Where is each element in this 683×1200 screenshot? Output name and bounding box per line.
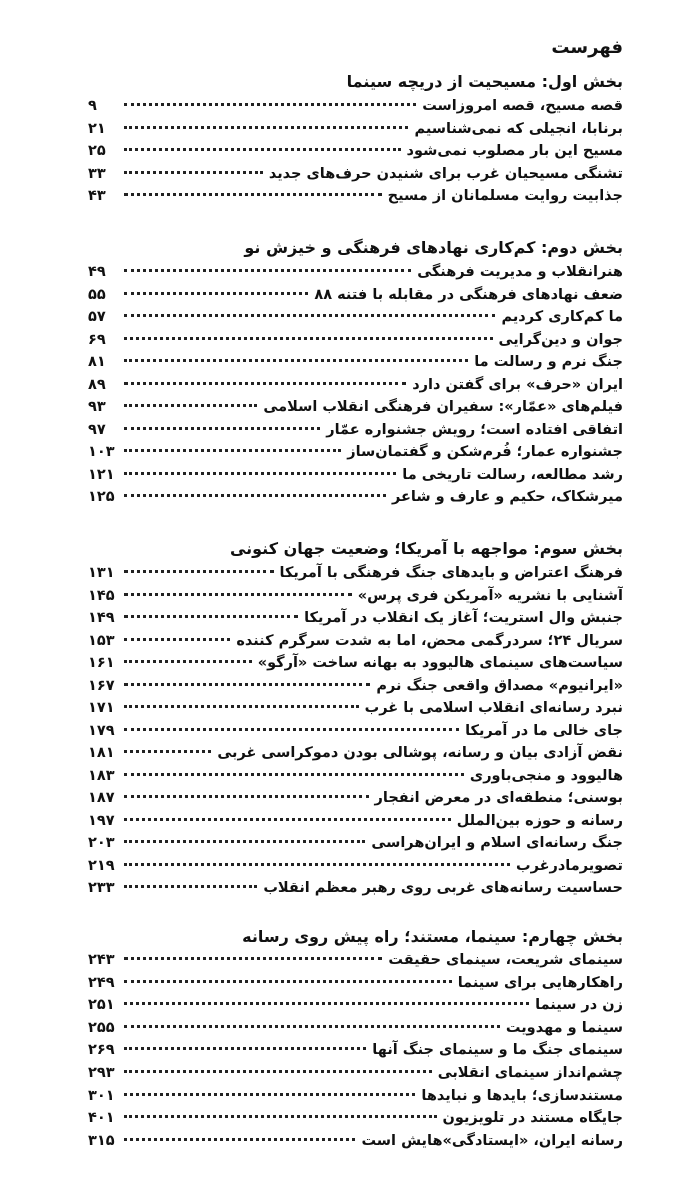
dot-leader: [124, 148, 401, 151]
toc-entry-title: جنگ رسانه‌ای اسلام و ایران‌هراسی: [371, 835, 623, 851]
toc-entry: [88, 306, 623, 329]
toc-entry-page: ۱۹۷: [88, 812, 115, 829]
toc-entry: [88, 464, 623, 487]
toc-entry-page: ۲۰۳: [88, 835, 115, 851]
toc-entry: [88, 994, 623, 1017]
toc-entry-page: ۱۲۱: [88, 466, 115, 483]
toc-entry-title: ایران «حرف» برای گفتن دارد: [412, 376, 623, 393]
toc-entry: [88, 284, 623, 307]
toc-entry-title: رشد مطالعه، رسالت تاریخی ما: [402, 466, 623, 483]
toc-entry: [88, 95, 623, 118]
toc-entry-title: جنبش وال استریت؛ آغاز یک انقلاب در آمریکا: [304, 610, 623, 626]
toc-entry-page: ۱۳۱: [88, 565, 115, 581]
toc-entry-page: ۵۵: [88, 286, 106, 303]
section-entries: [88, 949, 623, 1152]
toc-entry-title: سینمای جنگ ما و سینمای جنگ آنها: [372, 1042, 623, 1059]
dot-leader: [124, 382, 406, 385]
toc-entry-page: ۳۰۱: [88, 1087, 115, 1104]
dot-leader: [124, 818, 451, 821]
toc-entry-title: نقض آزادی بیان و رسانه، پوشالی بودن دموکراسی غربی: [217, 745, 623, 761]
dot-leader: [124, 1115, 437, 1118]
toc-entry-page: ۲۵: [88, 143, 106, 159]
toc-entry-page: ۱۴۹: [88, 610, 115, 626]
dot-leader: [124, 359, 468, 362]
toc-entry-page: ۱۸۳: [88, 767, 115, 784]
dot-leader: [124, 840, 365, 843]
dot-leader: [124, 193, 382, 196]
toc-entry: [88, 140, 623, 163]
toc-entry: [88, 486, 623, 509]
dot-leader: [124, 126, 408, 129]
toc-entry: [88, 1107, 623, 1130]
dot-leader: [124, 638, 230, 641]
dot-leader: [124, 593, 352, 596]
dot-leader: [124, 885, 257, 888]
toc-entry-page: ۱۸۷: [88, 790, 115, 806]
section-1: [88, 70, 623, 208]
toc-entry-title: قصه مسیح، قصه امروزاست: [422, 98, 623, 114]
toc-entry-page: ۲۱۹: [88, 857, 115, 874]
toc-entry: [88, 351, 623, 374]
dot-leader: [124, 957, 382, 960]
toc-entry: [88, 742, 623, 765]
toc-entry: [88, 787, 623, 810]
toc-entry-title: مسیح این بار مصلوب نمی‌شود: [406, 143, 623, 159]
toc-entry: [88, 1062, 623, 1085]
toc-entry: [88, 832, 623, 855]
toc-entry-page: ۱۵۳: [88, 632, 115, 649]
toc-entry: [88, 118, 623, 141]
toc-entry: [88, 562, 623, 585]
toc-entry-page: ۱۶۷: [88, 677, 115, 694]
dot-leader: [124, 615, 298, 618]
toc-entry-page: ۹: [88, 98, 97, 114]
toc-entry-title: «ایرانیوم» مصداق واقعی جنگ نرم: [376, 677, 623, 694]
toc-entry-title: فیلم‌های «عمّار»: سفیران فرهنگی انقلاب اسلامی: [263, 399, 623, 415]
dot-leader: [124, 427, 320, 430]
dot-leader: [124, 728, 459, 731]
toc-entry-title: اتفاقی افتاده است؛ رویش جشنواره عمّار: [326, 421, 623, 438]
toc-entry-title: تصویرمادرغرب: [516, 857, 623, 874]
toc-entry: [88, 441, 623, 464]
section-entries: [88, 261, 623, 509]
section-title: بخش دوم: کم‌کاری نهادهای فرهنگی و خیزش نو: [244, 238, 623, 257]
toc-entry-page: ۴۹: [88, 264, 106, 280]
toc-entry-page: ۲۴۹: [88, 974, 115, 991]
toc-entry: [88, 697, 623, 720]
dot-leader: [124, 750, 211, 753]
toc-entry-page: ۲۳۳: [88, 880, 115, 896]
toc-entry-title: برنابا، انجیلی که نمی‌شناسیم: [414, 120, 623, 137]
toc-entry-page: ۱۸۱: [88, 745, 115, 761]
dot-leader: [124, 314, 495, 317]
toc-entry-title: جای خالی ما در آمریکا: [465, 722, 623, 739]
dot-leader: [124, 773, 464, 776]
toc-entry-title: حساسیت رسانه‌های غربی روی رهبر معظم انقلاب: [263, 880, 623, 896]
toc-entry-title: رسانه و حوزه بین‌الملل: [456, 812, 623, 829]
toc-entry-title: جوان و دین‌گرایی: [498, 331, 623, 348]
section-title: بخش چهارم: سینما، مستند؛ راه پیش روی رسانه: [242, 927, 623, 946]
toc-entry-page: ۲۴۳: [88, 952, 115, 968]
dot-leader: [124, 404, 257, 407]
toc-entry-page: ۹۳: [88, 399, 106, 415]
toc-entry: [88, 1130, 623, 1153]
dot-leader: [124, 863, 510, 866]
toc-entry-page: ۸۹: [88, 376, 106, 393]
toc-entry-title: سریال ۲۴؛ سردرگمی محض، اما به شدت سرگرم کننده: [236, 632, 623, 649]
toc-entry-page: ۲۱: [88, 120, 106, 137]
toc-title: فهرست: [551, 37, 623, 58]
section-title: بخش سوم: مواجهه با آمریکا؛ وضعیت جهان کنونی: [229, 539, 623, 558]
dot-leader: [124, 660, 252, 663]
toc-entry-title: جشنواره عمار؛ فُرم‌شکن و گفتمان‌ساز: [347, 444, 623, 460]
dot-leader: [124, 795, 369, 798]
toc-entry-page: ۵۷: [88, 309, 106, 325]
toc-entry-title: سینما و مهدویت: [505, 1019, 623, 1036]
toc-entry-page: ۲۶۹: [88, 1042, 115, 1059]
toc-entry: [88, 261, 623, 284]
dot-leader: [124, 171, 263, 174]
toc-entry-page: ۱۴۵: [88, 587, 115, 604]
toc-entry: [88, 419, 623, 442]
toc-entry-title: جذابیت روایت مسلمانان از مسیح: [387, 188, 623, 204]
dot-leader: [124, 1047, 366, 1050]
toc-entry: [88, 810, 623, 833]
toc-entry: [88, 855, 623, 878]
dot-leader: [124, 269, 411, 272]
toc-entry-title: بوسنی؛ منطقه‌ای در معرض انفجار: [374, 790, 623, 806]
toc-entry: [88, 374, 623, 397]
toc-entry-page: ۳۱۵: [88, 1132, 115, 1149]
toc-entry-page: ۱۶۱: [88, 655, 115, 671]
toc-entry: [88, 652, 623, 675]
toc-entry-title: زن در سینما: [535, 997, 623, 1014]
toc-entry-page: ۸۱: [88, 354, 106, 370]
toc-entry-page: ۱۰۳: [88, 444, 115, 460]
dot-leader: [124, 103, 416, 106]
dot-leader: [124, 337, 493, 340]
toc-entry: [88, 675, 623, 698]
toc-entry-page: ۴۰۱: [88, 1110, 115, 1127]
toc-entry-title: سینمای شریعت، سینمای حقیقت: [388, 952, 623, 968]
toc-entry: [88, 1017, 623, 1040]
toc-entry-title: جایگاه مستند در تلویزیون: [442, 1110, 623, 1127]
dot-leader: [124, 292, 308, 295]
dot-leader: [124, 570, 274, 573]
toc-entry-title: ضعف نهادهای فرهنگی در مقابله با فتنه ۸۸: [314, 286, 623, 303]
toc-entry-title: مستندسازی؛ بایدها و نبایدها: [421, 1087, 623, 1104]
toc-entry-title: نبرد رسانه‌ای انقلاب اسلامی با غرب: [364, 700, 623, 716]
dot-leader: [124, 1025, 500, 1028]
toc-entry: [88, 396, 623, 419]
section-4: [88, 925, 623, 1152]
toc-entry-page: ۶۹: [88, 331, 106, 348]
section-entries: [88, 95, 623, 208]
toc-entry-page: ۲۹۳: [88, 1064, 115, 1081]
dot-leader: [124, 683, 370, 686]
toc-entry: [88, 585, 623, 608]
dot-leader: [124, 980, 452, 983]
toc-entry: [88, 1085, 623, 1108]
toc-entry-page: ۱۲۵: [88, 489, 115, 505]
toc-entry-title: فرهنگ اعتراض و بایدهای جنگ فرهنگی با آمریکا: [279, 565, 623, 581]
toc-entry: [88, 1039, 623, 1062]
toc-entry: [88, 163, 623, 186]
toc-entry-title: هالیوود و منجی‌باوری: [469, 767, 623, 784]
toc-entry-title: تشنگی مسیحیان غرب برای شنیدن حرف‌های جدید: [268, 165, 623, 182]
toc-entry: [88, 607, 623, 630]
toc-entry-title: جنگ نرم و رسالت ما: [474, 354, 623, 370]
toc-entry-title: رسانه ایران، «ایستادگی»هایش است: [361, 1132, 623, 1149]
toc-entry: [88, 720, 623, 743]
toc-entry: [88, 877, 623, 900]
dot-leader: [124, 1138, 355, 1141]
toc-entry-title: راهکارهایی برای سینما: [457, 974, 623, 991]
dot-leader: [124, 1070, 432, 1073]
dot-leader: [124, 494, 386, 497]
section-2: [88, 236, 623, 509]
toc-entry-page: ۲۵۵: [88, 1019, 115, 1036]
toc-entry-page: ۱۷۱: [88, 700, 115, 716]
dot-leader: [124, 472, 396, 475]
toc-entry-title: هنرانقلاب و مدیریت فرهنگی: [417, 264, 623, 280]
toc-entry: [88, 185, 623, 208]
dot-leader: [124, 1093, 415, 1096]
dot-leader: [124, 1002, 529, 1005]
dot-leader: [124, 449, 341, 452]
toc-entry: [88, 630, 623, 653]
toc-entry-title: میرشکاک، حکیم و عارف و شاعر: [391, 489, 623, 505]
toc-entry-page: ۳۳: [88, 165, 106, 182]
toc-entry-page: ۱۷۹: [88, 722, 115, 739]
toc-entry: [88, 949, 623, 972]
section-3: [88, 537, 623, 900]
toc-entry-title: ما کم‌کاری کردیم: [501, 309, 623, 325]
toc-entry-title: آشنایی با نشریه «آمریکن فری پرس»: [357, 587, 623, 604]
toc-entry: [88, 972, 623, 995]
toc-entry: [88, 765, 623, 788]
toc-entry-title: سیاست‌های سینمای هالیوود به بهانه ساخت «آرگو»: [257, 655, 623, 671]
toc-entry-title: چشم‌انداز سینمای انقلابی: [437, 1064, 623, 1081]
dot-leader: [124, 705, 359, 708]
toc-entry-page: ۴۳: [88, 188, 106, 204]
toc-entry-page: ۹۷: [88, 421, 106, 438]
section-title: بخش اول: مسیحیت از دریچه سینما: [346, 72, 623, 91]
toc-entry: [88, 329, 623, 352]
section-entries: [88, 562, 623, 900]
toc-entry-page: ۲۵۱: [88, 997, 115, 1014]
